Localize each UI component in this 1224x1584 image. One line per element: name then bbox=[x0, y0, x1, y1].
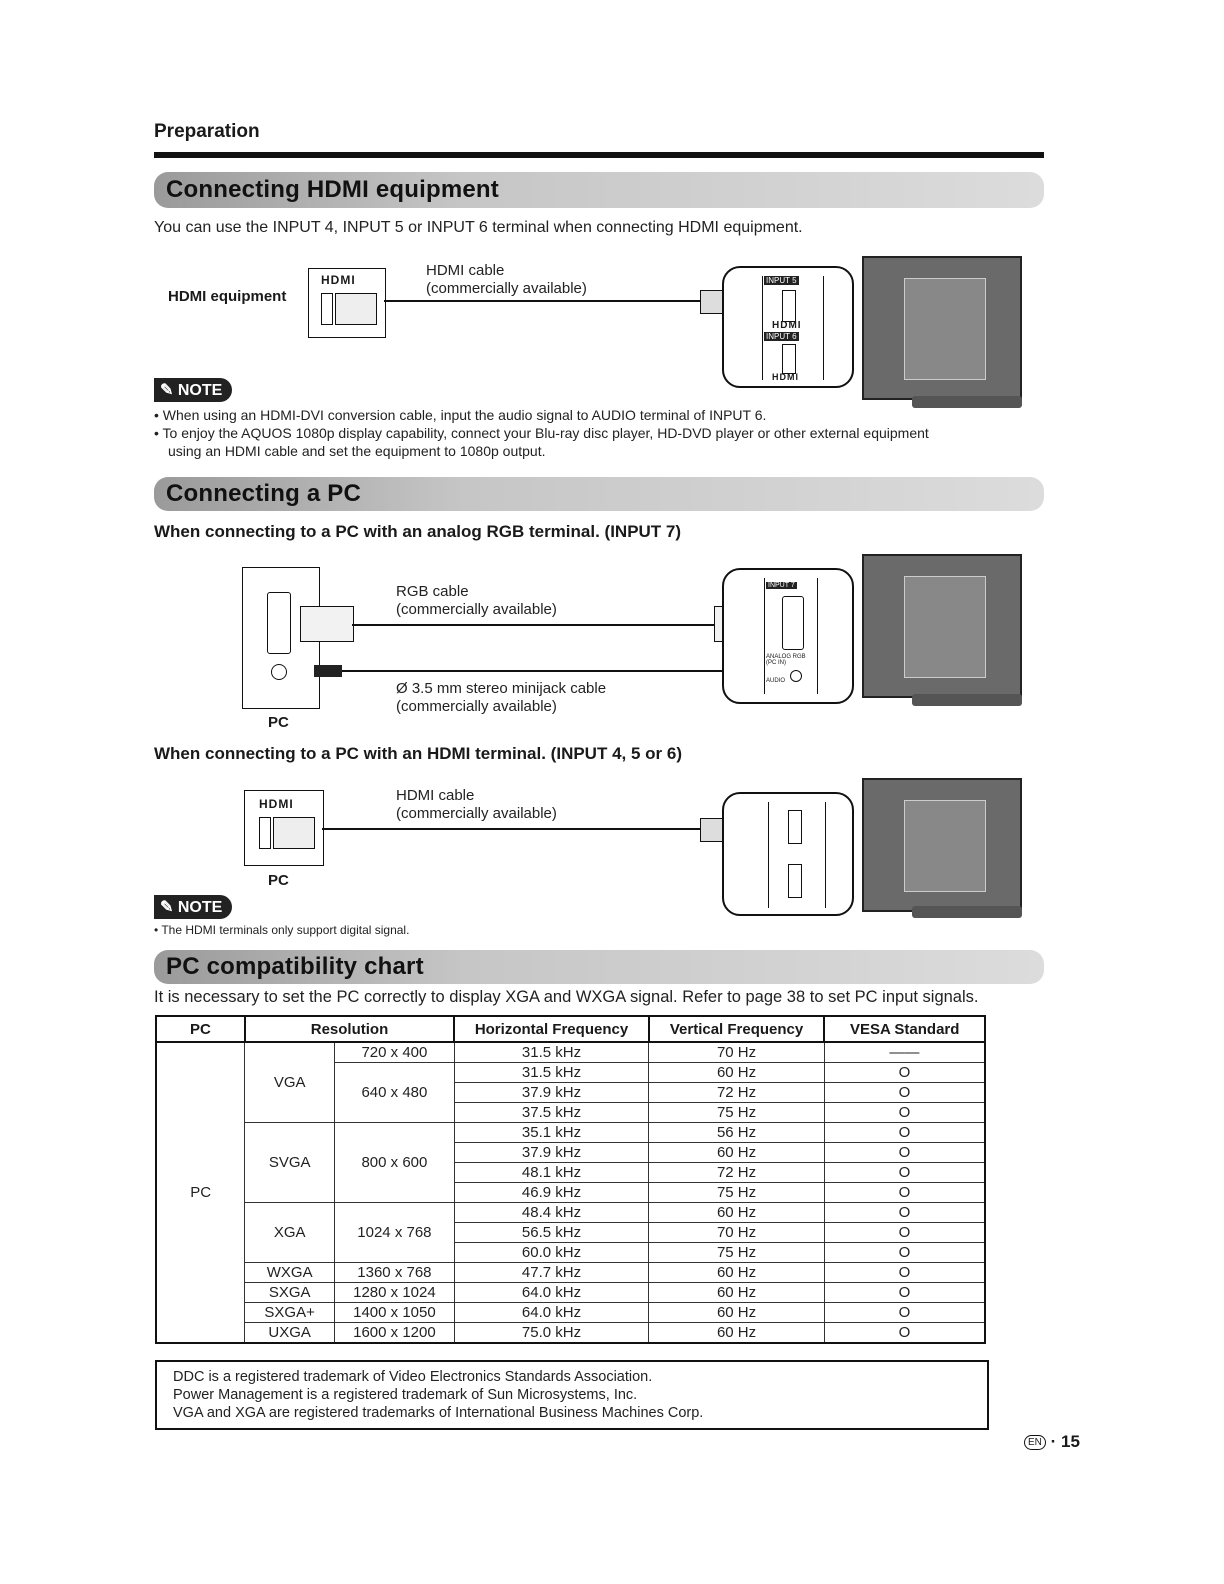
tv-rear-image-2 bbox=[862, 554, 1022, 698]
hfreq-cell: 60.0 kHz bbox=[454, 1243, 649, 1263]
analog-port-icon bbox=[782, 596, 804, 650]
chart-section-title: PC compatibility chart bbox=[166, 953, 424, 980]
minijack-cable-label bbox=[396, 680, 606, 716]
table-row bbox=[156, 1283, 985, 1303]
vesa-cell: O bbox=[824, 1123, 985, 1143]
hdmi-port-a-icon bbox=[782, 290, 796, 322]
vfreq-cell: 70 Hz bbox=[649, 1223, 825, 1243]
vesa-cell: O bbox=[824, 1243, 985, 1263]
vfreq-cell: 70 Hz bbox=[649, 1042, 825, 1063]
hdmi-plug-icon bbox=[273, 817, 315, 849]
chart-intro: It is necessary to set the PC correctly to display XGA and WXGA signal. Refer to page 38 to set PC input signals. bbox=[154, 988, 979, 1006]
vfreq-cell: 60 Hz bbox=[649, 1323, 825, 1344]
hdmi-logo-icon: HDMI bbox=[772, 320, 802, 331]
table-row bbox=[156, 1042, 985, 1063]
analog-terminal-callout bbox=[722, 568, 854, 704]
hdmi-equipment-label: HDMI equipment bbox=[168, 288, 287, 305]
pc-box-hdmi bbox=[244, 790, 324, 866]
note-item-cont: using an HDMI cable and set the equipment to 1080p output. bbox=[168, 443, 546, 459]
vfreq-cell: 60 Hz bbox=[649, 1063, 825, 1083]
resolution-cell: 1400 x 1050 bbox=[335, 1303, 455, 1323]
vesa-cell: O bbox=[824, 1183, 985, 1203]
resolution-cell: 1600 x 1200 bbox=[335, 1323, 455, 1344]
col-header-resolution: Resolution bbox=[245, 1016, 455, 1042]
vesa-cell: O bbox=[824, 1203, 985, 1223]
audio-port-icon bbox=[790, 670, 802, 682]
hfreq-cell: 75.0 kHz bbox=[454, 1323, 649, 1344]
trademark-text bbox=[173, 1368, 703, 1422]
rgb-cable-line bbox=[352, 624, 724, 626]
audio-jack-icon bbox=[271, 664, 287, 680]
vesa-cell: O bbox=[824, 1163, 985, 1183]
note-badge-text: NOTE bbox=[177, 899, 223, 916]
hdmi-port-b-icon bbox=[788, 864, 802, 898]
trademark-line: Power Management is a registered trademark of Sun Microsystems, Inc. bbox=[173, 1387, 638, 1403]
hdmi-terminal-callout bbox=[722, 266, 854, 388]
page-footer bbox=[1024, 1432, 1080, 1452]
vfreq-cell: 60 Hz bbox=[649, 1143, 825, 1163]
minijack-cable-line2: (commercially available) bbox=[396, 698, 557, 715]
hfreq-cell: 64.0 kHz bbox=[454, 1303, 649, 1323]
table-row bbox=[156, 1263, 985, 1283]
vesa-cell: O bbox=[824, 1303, 985, 1323]
hfreq-cell: 31.5 kHz bbox=[454, 1063, 649, 1083]
hfreq-cell: 46.9 kHz bbox=[454, 1183, 649, 1203]
pc-note: • The HDMI terminals only support digital signal. bbox=[154, 923, 410, 937]
tv-stand-icon bbox=[912, 906, 1022, 918]
pc-cell: PC bbox=[156, 1042, 245, 1343]
tv-rear-image bbox=[862, 256, 1022, 400]
minijack-cable-line1: Ø 3.5 mm stereo minijack cable bbox=[396, 680, 607, 697]
tv-panel-icon bbox=[904, 278, 986, 380]
resolution-cell: 1280 x 1024 bbox=[335, 1283, 455, 1303]
minijack-cable-line bbox=[342, 670, 732, 672]
section-header: Preparation bbox=[154, 121, 260, 142]
hfreq-cell: 35.1 kHz bbox=[454, 1123, 649, 1143]
note-text: When using an HDMI-DVI conversion cable, input the audio signal to AUDIO terminal of INPUT 6. bbox=[162, 407, 767, 423]
note-text: The HDMI terminals only support digital signal. bbox=[161, 923, 410, 937]
port-audio-label: AUDIO bbox=[766, 678, 786, 684]
vfreq-cell: 56 Hz bbox=[649, 1123, 825, 1143]
resolution-cell: 800 x 600 bbox=[335, 1123, 455, 1203]
hfreq-cell: 37.9 kHz bbox=[454, 1143, 649, 1163]
hdmi-equipment-box bbox=[308, 268, 386, 338]
hdmi-port-b-icon bbox=[782, 344, 796, 374]
hdmi-pc-cable-line bbox=[322, 828, 724, 830]
port-input5-label: INPUT 5 bbox=[766, 276, 797, 285]
vfreq-cell: 72 Hz bbox=[649, 1163, 825, 1183]
vesa-cell: O bbox=[824, 1223, 985, 1243]
group-cell: UXGA bbox=[245, 1323, 335, 1344]
hdmi-pc-cable-line1: HDMI cable bbox=[396, 787, 475, 804]
vesa-cell: O bbox=[824, 1103, 985, 1123]
vesa-cell: O bbox=[824, 1283, 985, 1303]
note-badge-text: NOTE bbox=[177, 382, 223, 399]
table-row bbox=[156, 1303, 985, 1323]
hdmi-pc-cable-line2: (commercially available) bbox=[396, 805, 557, 822]
pc-compatibility-table bbox=[155, 1015, 986, 1344]
hdmi-port-icon bbox=[321, 293, 333, 325]
hdmi-pc-cable-label bbox=[396, 787, 557, 823]
hdmi-cable-label bbox=[426, 262, 587, 298]
hdmi-plug-icon bbox=[335, 293, 377, 325]
rgb-cable-line1: RGB cable bbox=[396, 583, 469, 600]
col-header-hfreq: Horizontal Frequency bbox=[454, 1016, 649, 1042]
table-row bbox=[156, 1323, 985, 1344]
lang-badge-icon: EN bbox=[1024, 1435, 1046, 1450]
header-rule bbox=[154, 152, 1044, 158]
tv-rear-image-3 bbox=[862, 778, 1022, 912]
note-item: • When using an HDMI-DVI conversion cable, input the audio signal to AUDIO terminal of INPUT 6. bbox=[154, 407, 767, 423]
note-item: • To enjoy the AQUOS 1080p display capability, connect your Blu-ray disc player, HD-DVD player or other external equipment bbox=[154, 425, 929, 441]
tv-stand-icon bbox=[912, 694, 1022, 706]
note-text: To enjoy the AQUOS 1080p display capability, connect your Blu-ray disc player, HD-DVD player or other external equipment bbox=[162, 425, 929, 441]
col-header-vesa: VESA Standard bbox=[824, 1016, 985, 1042]
hfreq-cell: 48.4 kHz bbox=[454, 1203, 649, 1223]
hfreq-cell: 37.9 kHz bbox=[454, 1083, 649, 1103]
resolution-cell: 1024 x 768 bbox=[335, 1203, 455, 1263]
analog-heading: When connecting to a PC with an analog RGB terminal. (INPUT 7) bbox=[154, 522, 682, 541]
trademark-line: DDC is a registered trademark of Video Electronics Standards Association. bbox=[173, 1369, 653, 1385]
vfreq-cell: 60 Hz bbox=[649, 1283, 825, 1303]
group-cell: WXGA bbox=[245, 1263, 335, 1283]
vesa-cell: —— bbox=[824, 1042, 985, 1063]
hdmi-cable-line bbox=[384, 300, 724, 302]
vfreq-cell: 60 Hz bbox=[649, 1263, 825, 1283]
vesa-cell: O bbox=[824, 1063, 985, 1083]
hdmi-intro: You can use the INPUT 4, INPUT 5 or INPUT 6 terminal when connecting HDMI equipment. bbox=[154, 219, 803, 236]
hdmi-notes bbox=[154, 406, 1054, 460]
pc-label-analog: PC bbox=[268, 714, 289, 731]
group-cell: VGA bbox=[245, 1042, 335, 1123]
resolution-cell: 720 x 400 bbox=[335, 1042, 455, 1063]
vesa-cell: O bbox=[824, 1323, 985, 1344]
hdmi-logo-icon: HDMI bbox=[772, 372, 799, 382]
vesa-cell: O bbox=[824, 1143, 985, 1163]
hdmi-logo-icon: HDMI bbox=[259, 797, 294, 811]
hdmi-cable-label-line2: (commercially available) bbox=[426, 280, 587, 297]
hdmi-pc-terminal-callout bbox=[722, 792, 854, 916]
trademark-line: VGA and XGA are registered trademarks of International Business Machines Corp. bbox=[173, 1405, 704, 1421]
hdmi-port-icon bbox=[259, 817, 271, 849]
pc-note-badge: ✎ NOTE bbox=[154, 895, 232, 919]
hdmi-port-a-icon bbox=[788, 810, 802, 844]
vfreq-cell: 75 Hz bbox=[649, 1183, 825, 1203]
group-cell: XGA bbox=[245, 1203, 335, 1263]
hfreq-cell: 64.0 kHz bbox=[454, 1283, 649, 1303]
pc-section-banner bbox=[154, 477, 1044, 511]
port-input6-label: INPUT 6 bbox=[766, 332, 797, 341]
vfreq-cell: 75 Hz bbox=[649, 1103, 825, 1123]
hdmi-section-title: Connecting HDMI equipment bbox=[166, 176, 499, 203]
vfreq-cell: 75 Hz bbox=[649, 1243, 825, 1263]
tv-panel-icon bbox=[904, 800, 986, 892]
minijack-plug-icon bbox=[314, 665, 342, 677]
pc-section-title: Connecting a PC bbox=[166, 480, 362, 507]
hdmi-cable-label-line1: HDMI cable bbox=[426, 262, 505, 279]
chart-section-banner bbox=[154, 950, 1044, 984]
rgb-cable-label bbox=[396, 583, 557, 619]
col-header-vfreq: Vertical Frequency bbox=[649, 1016, 825, 1042]
hdmi-section-banner bbox=[154, 172, 1044, 208]
hfreq-cell: 31.5 kHz bbox=[454, 1042, 649, 1063]
port-analog-label: ANALOG RGB (PC IN) bbox=[766, 654, 806, 666]
page-number: 15 bbox=[1061, 1432, 1080, 1451]
group-cell: SXGA bbox=[245, 1283, 335, 1303]
vfreq-cell: 60 Hz bbox=[649, 1303, 825, 1323]
pc-label-hdmi: PC bbox=[268, 872, 289, 889]
trademark-box bbox=[155, 1360, 989, 1430]
hdmi-pc-heading: When connecting to a PC with an HDMI terminal. (INPUT 4, 5 or 6) bbox=[154, 744, 682, 763]
page-sep: · bbox=[1050, 1432, 1057, 1451]
table-row bbox=[156, 1123, 985, 1143]
vga-plug-icon bbox=[300, 606, 354, 642]
group-cell: SXGA+ bbox=[245, 1303, 335, 1323]
vfreq-cell: 72 Hz bbox=[649, 1083, 825, 1103]
vesa-cell: O bbox=[824, 1083, 985, 1103]
hfreq-cell: 37.5 kHz bbox=[454, 1103, 649, 1123]
vfreq-cell: 60 Hz bbox=[649, 1203, 825, 1223]
table-row bbox=[156, 1203, 985, 1223]
tv-panel-icon bbox=[904, 576, 986, 678]
hfreq-cell: 47.7 kHz bbox=[454, 1263, 649, 1283]
hfreq-cell: 56.5 kHz bbox=[454, 1223, 649, 1243]
hdmi-logo-icon: HDMI bbox=[321, 273, 356, 287]
col-header-pc: PC bbox=[156, 1016, 245, 1042]
resolution-cell: 1360 x 768 bbox=[335, 1263, 455, 1283]
port-input7-label: INPUT 7 bbox=[768, 582, 795, 589]
vesa-cell: O bbox=[824, 1263, 985, 1283]
hfreq-cell: 48.1 kHz bbox=[454, 1163, 649, 1183]
resolution-cell: 640 x 480 bbox=[335, 1063, 455, 1123]
table-header-row bbox=[156, 1016, 985, 1042]
group-cell: SVGA bbox=[245, 1123, 335, 1203]
vga-port-icon bbox=[267, 592, 291, 654]
hdmi-note-badge: ✎ NOTE bbox=[154, 378, 232, 402]
rgb-cable-line2: (commercially available) bbox=[396, 601, 557, 618]
